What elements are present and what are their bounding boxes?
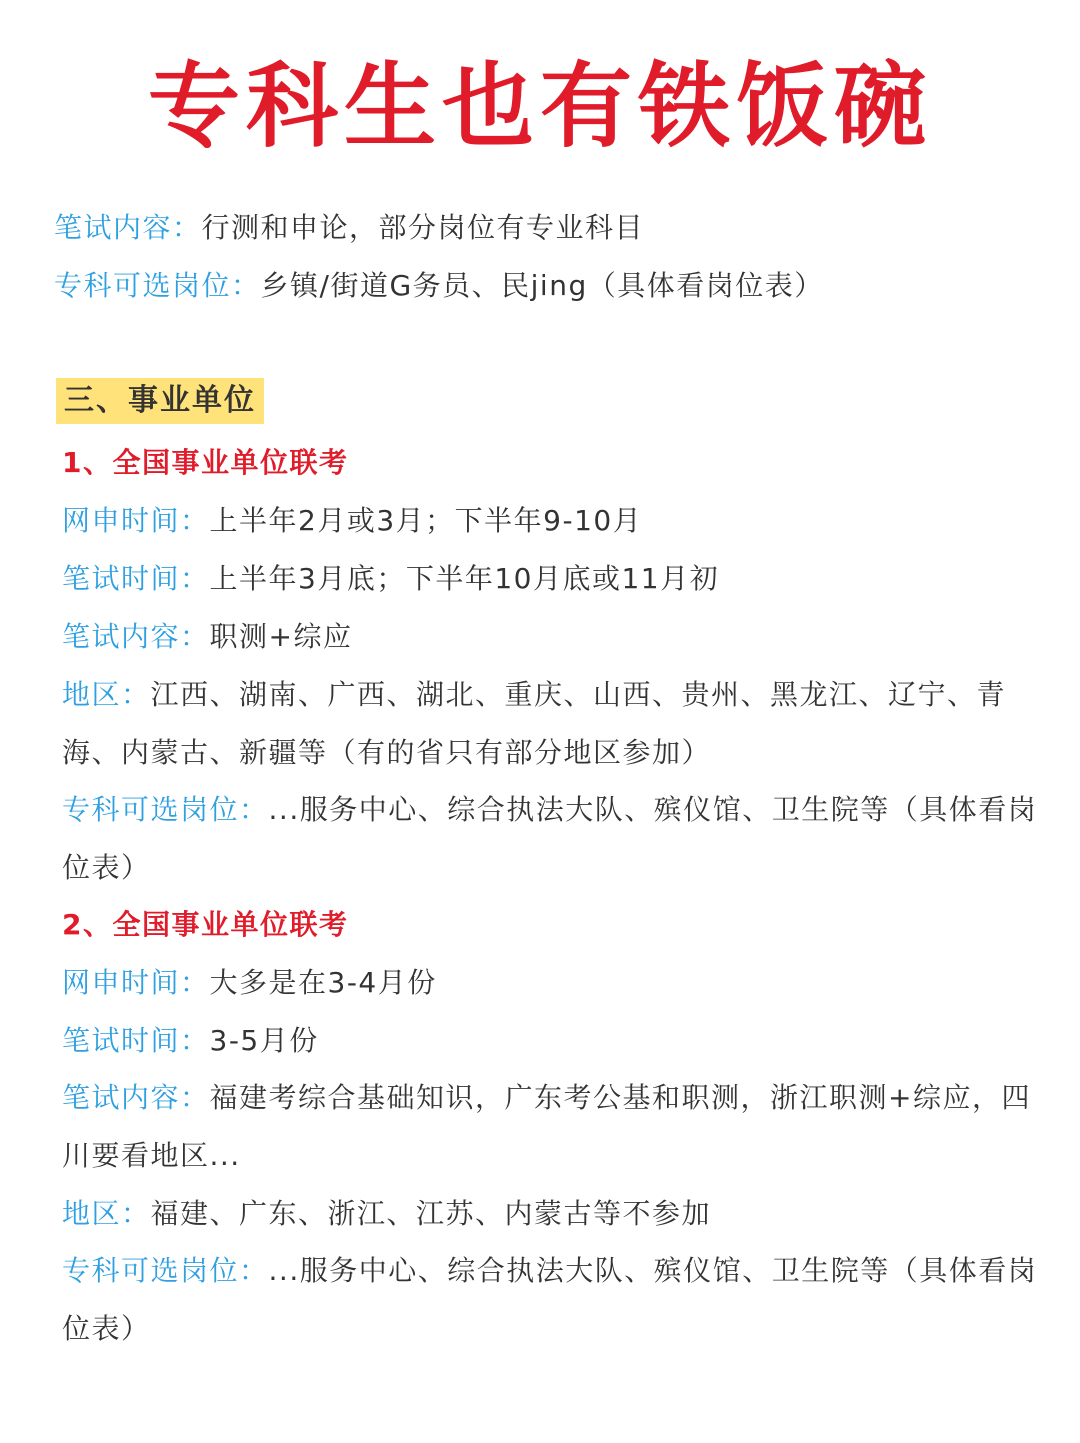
- part1-heading: 1、全国事业单位联考: [62, 446, 349, 479]
- part1-exam-content-label: 笔试内容：: [62, 620, 210, 653]
- part1-region-label: 地区：: [62, 678, 151, 711]
- part2-registration: [62, 963, 1042, 1003]
- intro-exam-content-value: 行测和申论，部分岗位有专业科目: [201, 211, 645, 244]
- section-heading-public-institutions: 三、事业单位: [56, 378, 264, 424]
- part1-positions: [62, 781, 1042, 897]
- part2-positions-value: ...服务中心、综合执法大队、殡仪馆、卫生院等（具体看岗位表）: [62, 1254, 1038, 1345]
- part1-positions-label: 专科可选岗位：: [62, 793, 269, 826]
- part1-exam-time: [62, 559, 1042, 599]
- part1-exam-time-value: 上半年3月底；下半年10月底或11月初: [209, 562, 720, 595]
- part1-registration: [62, 501, 1042, 541]
- part2-exam-content: [62, 1069, 1042, 1185]
- part2-region-value: 福建、广东、浙江、江苏、内蒙古等不参加: [150, 1197, 712, 1230]
- part2-exam-content-label: 笔试内容：: [62, 1081, 210, 1114]
- part2-exam-time: [62, 1021, 1042, 1061]
- part2-positions-label: 专科可选岗位：: [62, 1254, 269, 1287]
- part1-exam-content-value: 职测+综应: [209, 620, 353, 653]
- intro-exam-content: [54, 208, 1034, 248]
- intro-exam-content-label: 笔试内容：: [54, 211, 202, 244]
- part2-registration-value: 大多是在3-4月份: [209, 966, 437, 999]
- part2-registration-label: 网申时间：: [62, 966, 210, 999]
- part1-region-value: 江西、湖南、广西、湖北、重庆、山西、贵州、黑龙江、辽宁、青海、内蒙古、新疆等（有的省只有部分地区参加）: [62, 678, 1007, 769]
- intro-positions-label: 专科可选岗位：: [54, 269, 261, 302]
- intro-positions: [54, 266, 1034, 306]
- part1-exam-content: [62, 617, 1042, 657]
- part2-region: [62, 1194, 1042, 1234]
- page-title: 专科生也有铁饭碗: [147, 53, 932, 160]
- part2-exam-time-label: 笔试时间：: [62, 1024, 210, 1057]
- part1-registration-value: 上半年2月或3月；下半年9-10月: [209, 504, 643, 537]
- intro-positions-value: 乡镇/街道G务员、民jing（具体看岗位表）: [260, 269, 824, 302]
- part1-region: [62, 666, 1042, 782]
- part2-positions: [62, 1242, 1042, 1358]
- part1-registration-label: 网申时间：: [62, 504, 210, 537]
- part2-region-label: 地区：: [62, 1197, 151, 1230]
- part2-exam-time-value: 3-5月份: [209, 1024, 319, 1057]
- part2-exam-content-value: 福建考综合基础知识，广东考公基和职测，浙江职测+综应，四川要看地区...: [62, 1081, 1031, 1172]
- part2-heading: 2、全国事业单位联考: [62, 908, 349, 941]
- part1-exam-time-label: 笔试时间：: [62, 562, 210, 595]
- part1-positions-value: ...服务中心、综合执法大队、殡仪馆、卫生院等（具体看岗位表）: [62, 793, 1038, 884]
